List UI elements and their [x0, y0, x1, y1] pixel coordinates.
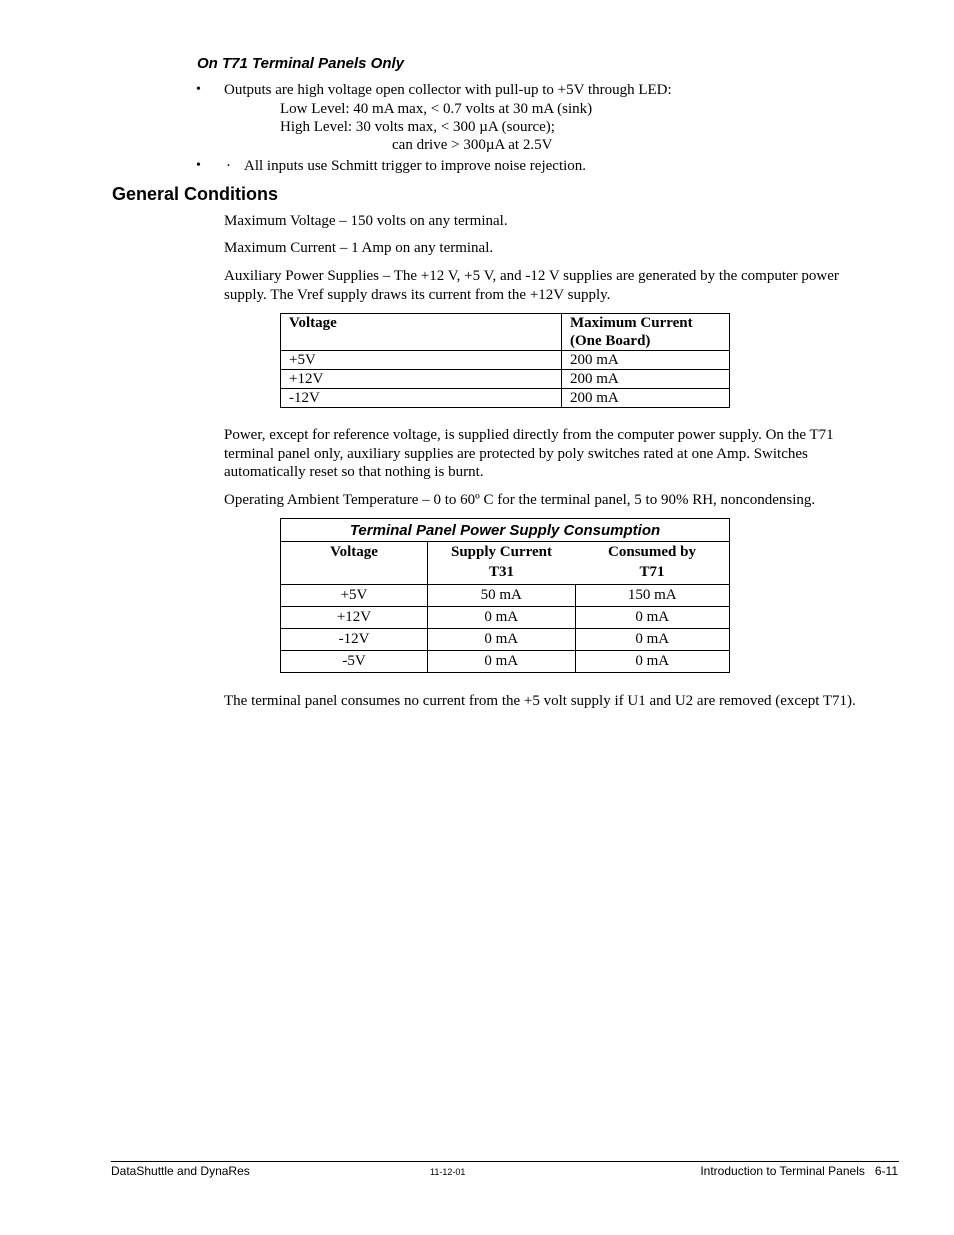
paragraph-power: Power, except for reference voltage, is supplied directly from the computer power supply. On the T71 terminal panel only, auxiliary supplies are protected by poly switches rated at one Amp. Switches automatically reset so that nothing is burnt. — [224, 427, 834, 480]
paragraph-max-voltage: Maximum Voltage – 150 volts on any terminal. — [224, 213, 508, 229]
footer-left: DataShuttle and DynaRes — [111, 1164, 250, 1178]
header-max-current — [562, 314, 730, 351]
power-consumption-table — [280, 518, 730, 673]
header-supply-current-line1: Supply Current — [450, 544, 552, 560]
table-row — [281, 351, 730, 370]
cell-current: 200 mA — [562, 389, 730, 408]
drive-spec: can drive > 300µA at 2.5V — [392, 137, 553, 153]
bullet-outputs-text: Outputs are high voltage open collector with pull-up to +5V through LED: — [224, 82, 672, 98]
table-row — [281, 629, 730, 651]
cell-t31: 0 mA — [428, 607, 576, 629]
footer-divider — [111, 1161, 899, 1162]
table-row — [281, 370, 730, 389]
paragraph-max-current: Maximum Current – 1 Amp on any terminal. — [224, 240, 494, 256]
cell-voltage: +5V — [281, 585, 428, 607]
header-max-current-line2: (One Board) — [570, 333, 651, 349]
table-header-row — [281, 542, 730, 585]
bullet-marker: • — [196, 158, 201, 173]
table-row — [281, 389, 730, 408]
cell-current: 200 mA — [562, 370, 730, 389]
subheading-t71: On T71 Terminal Panels Only — [197, 55, 405, 72]
paragraph-aux-power: Auxiliary Power Supplies – The +12 V, +5 V, and -12 V supplies are generated by the computer power supply. The Vref supply draws its current from the +12V supply. — [224, 268, 839, 303]
cell-voltage: +12V — [281, 607, 428, 629]
bullet-sub-dot: · — [226, 158, 231, 174]
low-level-spec: Low Level: 40 mA max, < 0.7 volts at 30 mA (sink) — [280, 101, 593, 117]
cell-voltage: -12V — [281, 389, 562, 408]
max-current-table — [280, 313, 730, 408]
table-row — [281, 607, 730, 629]
table-caption: Terminal Panel Power Supply Consumption — [281, 519, 730, 542]
header-supply-current — [428, 542, 576, 585]
table-header-row — [281, 314, 730, 351]
table-row — [281, 651, 730, 673]
cell-t31: 0 mA — [428, 651, 576, 673]
cell-voltage: -5V — [281, 651, 428, 673]
paragraph-no-current: The terminal panel consumes no current from the +5 volt supply if U1 and U2 are removed (except T71). — [224, 693, 856, 709]
cell-t31: 0 mA — [428, 629, 576, 651]
section-title: General Conditions — [112, 184, 279, 204]
cell-voltage: -12V — [281, 629, 428, 651]
cell-t71: 0 mA — [575, 629, 730, 651]
header-consumed-by — [575, 542, 730, 585]
high-level-spec: High Level: 30 volts max, < 300 µA (source); — [280, 119, 555, 135]
header-t31: T31 — [488, 564, 514, 580]
cell-voltage: +5V — [281, 351, 562, 370]
footer-right: Introduction to Terminal Panels 6-11 — [700, 1164, 898, 1178]
cell-t71: 0 mA — [575, 651, 730, 673]
cell-current: 200 mA — [562, 351, 730, 370]
cell-t71: 150 mA — [575, 585, 730, 607]
table-caption-row — [281, 519, 730, 542]
cell-t71: 0 mA — [575, 607, 730, 629]
cell-voltage: +12V — [281, 370, 562, 389]
paragraph-temperature: Operating Ambient Temperature – 0 to 60º C for the terminal panel, 5 to 90% RH, noncondensing. — [224, 492, 816, 508]
header-voltage: Voltage — [281, 314, 562, 351]
table-row — [281, 585, 730, 607]
footer-date: 11-12-01 — [430, 1167, 466, 1177]
bullet-marker: • — [196, 82, 201, 97]
header-voltage: Voltage — [281, 542, 428, 585]
header-consumed-by-line1: Consumed by — [608, 544, 696, 560]
header-max-current-line1: Maximum Current — [570, 315, 693, 331]
cell-t31: 50 mA — [428, 585, 576, 607]
header-t71: T71 — [639, 564, 665, 580]
bullet-schmitt-text: All inputs use Schmitt trigger to improve noise rejection. — [244, 158, 587, 174]
